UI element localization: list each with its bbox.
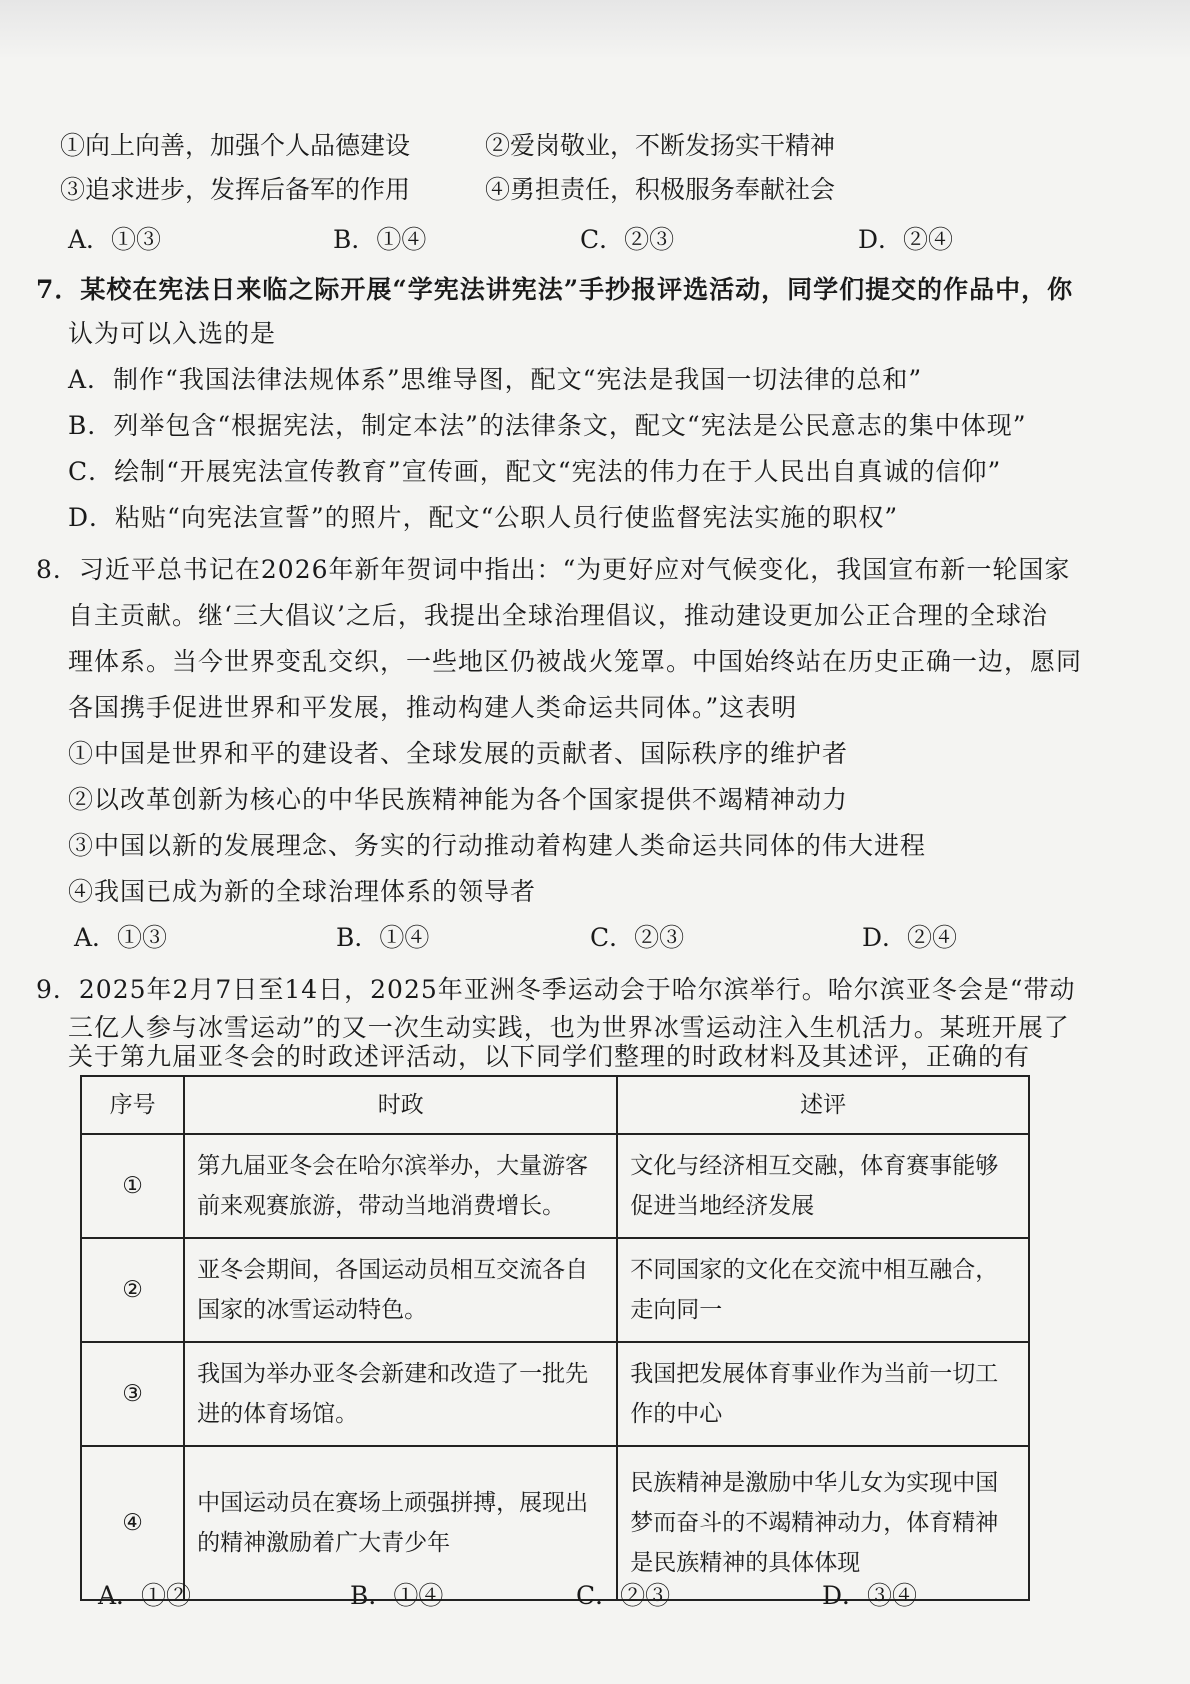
q8-stem-line-3: 理体系。当今世界变乱交织，一些地区仍被战火笼罩。中国始终站在历史正确一边，愿同 <box>68 647 1083 676</box>
q6-items-row-1 <box>60 128 1060 164</box>
q8-option-c: C．②③ <box>590 923 685 952</box>
header-news: 时政 <box>184 1076 617 1134</box>
q8-item-3: ③中国以新的发展理念、务实的行动推动着构建人类命运共同体的伟大进程 <box>68 831 927 860</box>
q9-stem-line-2: 三亿人参与冰雪运动”的又一次生动实践，也为世界冰雪运动注入生机活力。某班开展了 <box>68 1013 1070 1042</box>
q9-option-c: C．②③ <box>576 1581 671 1610</box>
q9-option-a: A．①② <box>98 1581 192 1610</box>
q8-item-1: ①中国是世界和平的建设者、全球发展的贡献者、国际秩序的维护者 <box>68 739 849 768</box>
row-comment: 文化与经济相互交融，体育赛事能够促进当地经济发展 <box>617 1134 1029 1238</box>
q7-stem-line-2: 认为可以入选的是 <box>68 319 277 348</box>
row-no: ② <box>81 1238 184 1342</box>
q7-stem-line-1: 7．某校在宪法日来临之际开展“学宪法讲宪法”手抄报评选活动，同学们提交的作品中，你 <box>36 275 1074 304</box>
q8-option-d: D．②④ <box>862 923 958 952</box>
q8-stem-line-4: 各国携手促进世界和平发展，推动构建人类命运共同体。”这表明 <box>68 693 798 722</box>
q8-option-a: A．①③ <box>74 923 168 952</box>
q6-option-d: D．②④ <box>858 225 954 254</box>
table-row <box>81 1238 1029 1342</box>
row-news: 亚冬会期间，各国运动员相互交流各自国家的冰雪运动特色。 <box>184 1238 617 1342</box>
q6-item-3: ③追求进步，发挥后备军的作用 <box>60 175 411 204</box>
scan-shadow <box>0 0 1190 60</box>
row-news: 中国运动员在赛场上顽强拼搏，展现出的精神激励着广大青少年 <box>184 1446 617 1600</box>
table-header-row <box>81 1076 1029 1134</box>
q6-option-c: C．②③ <box>580 225 675 254</box>
q6-item-4: ④勇担责任，积极服务奉献社会 <box>485 175 836 204</box>
row-comment: 不同国家的文化在交流中相互融合，走向同一 <box>617 1238 1029 1342</box>
row-news: 我国为举办亚冬会新建和改造了一批先进的体育场馆。 <box>184 1342 617 1446</box>
header-no: 序号 <box>81 1076 184 1134</box>
q6-item-2: ②爱岗敬业，不断发扬实干精神 <box>485 131 836 160</box>
q8-item-4: ④我国已成为新的全球治理体系的领导者 <box>68 877 537 906</box>
q8-options <box>74 920 1074 956</box>
q8-stem-line-2: 自主贡献。继‘三大倡议’之后，我提出全球治理倡议，推动建设更加公正合理的全球治 <box>68 601 1048 630</box>
q6-item-1: ①向上向善，加强个人品德建设 <box>60 131 411 160</box>
q7-choice-b: B．列举包含“根据宪法，制定本法”的法律条文，配文“宪法是公民意志的集中体现” <box>68 411 1027 440</box>
q8-stem-line-1: 8．习近平总书记在2026年新年贺词中指出：“为更好应对气候变化，我国宣布新一轮国家 <box>36 555 1071 584</box>
row-no: ④ <box>81 1446 184 1600</box>
q8-option-b: B．①④ <box>336 923 430 952</box>
q6-options <box>68 222 1068 258</box>
table-row <box>81 1446 1029 1600</box>
row-comment: 民族精神是激励中华儿女为实现中国梦而奋斗的不竭精神动力，体育精神是民族精神的具体体现 <box>617 1446 1029 1600</box>
row-news: 第九届亚冬会在哈尔滨举办，大量游客前来观赛旅游，带动当地消费增长。 <box>184 1134 617 1238</box>
q9-stem-line-1: 9．2025年2月7日至14日，2025年亚洲冬季运动会于哈尔滨举行。哈尔滨亚冬会是“带动 <box>36 975 1076 1004</box>
q6-option-b: B．①④ <box>333 225 427 254</box>
row-no: ① <box>81 1134 184 1238</box>
q8-item-2: ②以改革创新为核心的中华民族精神能为各个国家提供不竭精神动力 <box>68 785 849 814</box>
header-comment: 述评 <box>617 1076 1029 1134</box>
q9-option-b: B．①④ <box>350 1581 444 1610</box>
q9-stem-line-3: 关于第九届亚冬会的时政述评活动，以下同学们整理的时政材料及其述评，正确的有 <box>68 1042 1031 1071</box>
q9-option-d: D．③④ <box>822 1581 918 1610</box>
q6-items-row-2 <box>60 172 1060 208</box>
q7-choice-d: D．粘贴“向宪法宣誓”的照片，配文“公职人员行使监督宪法实施的职权” <box>68 503 899 532</box>
table-row <box>81 1342 1029 1446</box>
table-row <box>81 1134 1029 1238</box>
q7-choice-c: C．绘制“开展宪法宣传教育”宣传画，配文“宪法的伟力在于人民出自真诚的信仰” <box>68 457 1002 486</box>
q9-options <box>98 1578 1098 1614</box>
row-comment: 我国把发展体育事业作为当前一切工作的中心 <box>617 1342 1029 1446</box>
q6-option-a: A．①③ <box>68 225 162 254</box>
row-no: ③ <box>81 1342 184 1446</box>
q7-choice-a: A．制作“我国法律法规体系”思维导图，配文“宪法是我国一切法律的总和” <box>68 365 923 394</box>
q9-news-table <box>80 1075 1030 1601</box>
